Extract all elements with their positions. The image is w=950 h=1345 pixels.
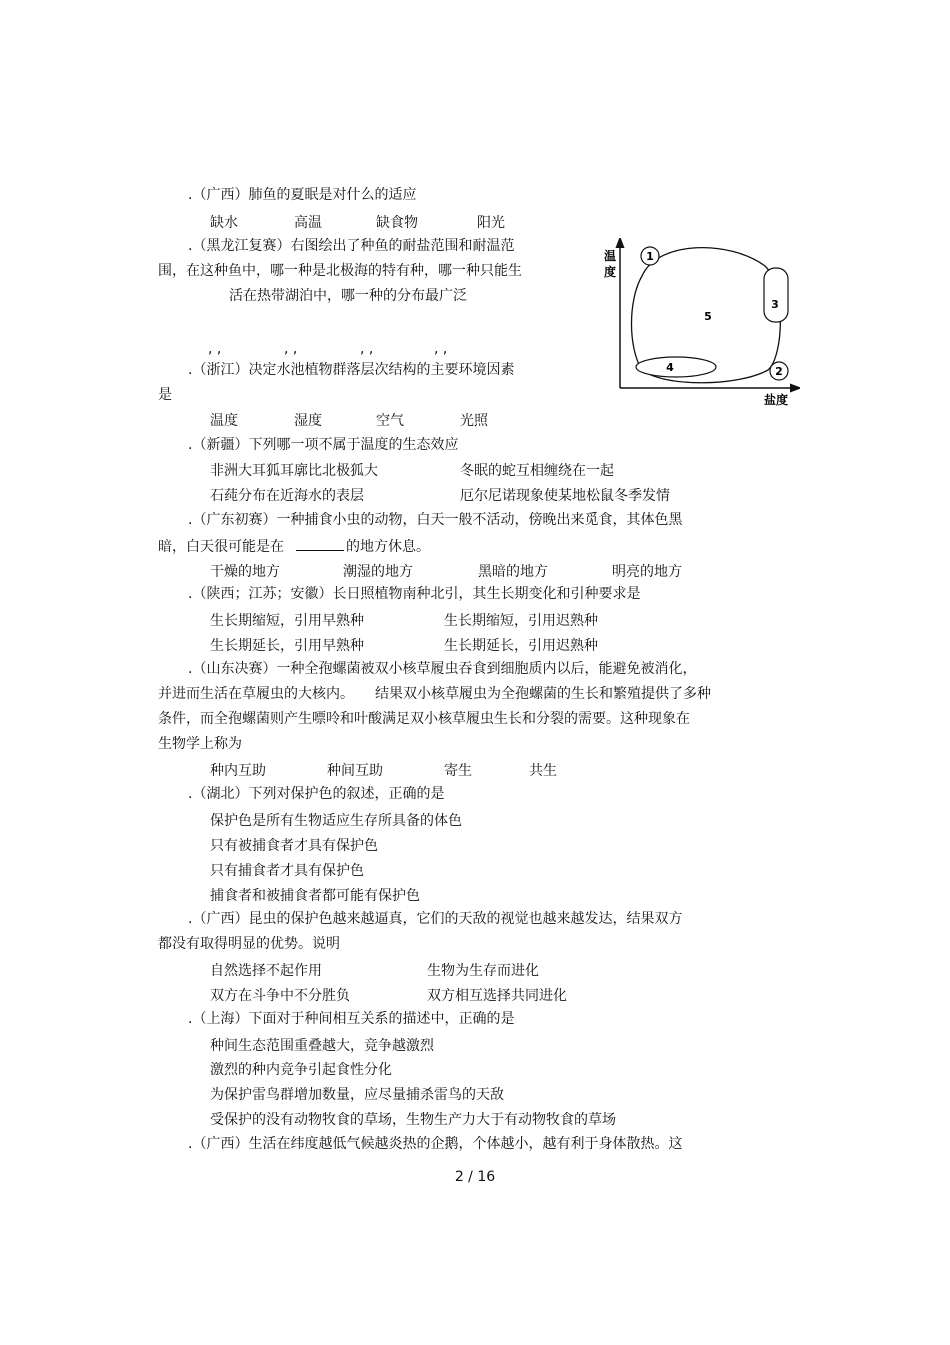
question-6-option-c: 生长期延长，引用早熟种 (210, 638, 364, 654)
question-9-option-b: 生物为生存而进化 (427, 963, 539, 979)
question-10-option-c: 为保护雷鸟群增加数量，应尽量捕杀雷鸟的天敌 (210, 1087, 504, 1103)
question-10-option-b: 激烈的种内竞争引起食性分化 (210, 1062, 392, 1078)
question-10-option-a: 种间生态范围重叠越大，竞争越激烈 (210, 1038, 434, 1054)
question-4-stem: .（新疆）下列哪一项不属于温度的生态效应 (188, 437, 459, 453)
question-9-line-1: .（广西）昆虫的保护色越来越逼真，它们的天敌的视觉也越来越发达，结果双方 (188, 911, 683, 927)
question-8-option-a: 保护色是所有生物适应生存所具备的体色 (210, 813, 462, 829)
question-5-line-1: .（广东初赛）一种捕食小虫的动物，白天一般不活动，傍晚出来觅食，其体色黑 (188, 512, 683, 528)
question-8-option-b: 只有被捕食者才具有保护色 (210, 838, 378, 854)
region-4-shape (636, 357, 716, 377)
question-5-line-2 (158, 536, 430, 556)
question-4-option-d: 厄尔尼诺现象使某地松鼠冬季发情 (460, 488, 670, 504)
question-3-option-c: 空气 (376, 413, 404, 429)
region-2-label: 2 (775, 365, 783, 378)
answer-blank (296, 536, 344, 551)
question-10-option-d: 受保护的没有动物牧食的草场，生物生产力大于有动物牧食的草场 (210, 1112, 616, 1128)
question-3-line-2: 是 (158, 387, 172, 403)
question-1-option-b: 高温 (294, 215, 322, 231)
question-2-line-1: .（黑龙江复赛）右图绘出了种鱼的耐盐范围和耐温范 (188, 238, 515, 254)
question-3-option-d: 光照 (460, 413, 488, 429)
question-4-option-b: 冬眠的蛇互相缠绕在一起 (460, 463, 614, 479)
question-4-option-c: 石莼分布在近海水的表层 (210, 488, 364, 504)
question-10-stem: .（上海）下面对于种间相互关系的描述中，正确的是 (188, 1011, 515, 1027)
page-number: 2 / 16 (454, 1169, 496, 1185)
question-7-line-4: 生物学上称为 (158, 736, 242, 752)
question-2-option-d: , , (434, 341, 448, 357)
question-2-line-2: 围，在这种鱼中，哪一种是北极海的特有种，哪一种只能生 (158, 263, 522, 279)
question-5-option-b: 潮湿的地方 (343, 564, 413, 580)
question-1-stem: .（广西）肺鱼的夏眠是对什么的适应 (188, 187, 417, 203)
question-3-line-1: .（浙江）决定水池植物群落层次结构的主要环境因素 (188, 362, 515, 378)
question-8-stem: .（湖北）下列对保护色的叙述，正确的是 (188, 786, 445, 802)
question-9-option-a: 自然选择不起作用 (210, 963, 322, 979)
question-8-option-c: 只有捕食者才具有保护色 (210, 863, 364, 879)
question-5-option-c: 黑暗的地方 (478, 564, 548, 580)
question-5-option-d: 明亮的地方 (612, 564, 682, 580)
question-6-option-a: 生长期缩短，引用早熟种 (210, 613, 364, 629)
question-3-option-b: 湿度 (294, 413, 322, 429)
tolerance-diagram (600, 238, 800, 410)
question-9-line-2: 都没有取得明显的优势。说明 (158, 936, 340, 952)
y-axis-label-2: 度 (604, 265, 617, 279)
y-axis-label-1: 温 (604, 249, 617, 263)
question-5-option-a: 干燥的地方 (210, 564, 280, 580)
question-1-option-d: 阳光 (477, 215, 505, 231)
question-8-option-d: 捕食者和被捕食者都可能有保护色 (210, 888, 420, 904)
question-2-option-c: , , (360, 341, 374, 357)
question-2-line-3: 活在热带湖泊中，哪一种的分布最广泛 (229, 288, 467, 304)
question-7-option-c: 寄生 (444, 763, 472, 779)
question-6-option-b: 生长期缩短，引用迟熟种 (444, 613, 598, 629)
question-1-option-c: 缺食物 (376, 215, 418, 231)
question-9-option-c: 双方在斗争中不分胜负 (210, 988, 350, 1004)
question-2-option-a: , , (208, 341, 222, 357)
x-axis-label: 盐度 (764, 393, 789, 407)
question-11-stem: .（广西）生活在纬度越低气候越炎热的企鹅，个体越小，越有利于身体散热。这 (188, 1136, 683, 1152)
region-4-label: 4 (666, 361, 674, 374)
question-7-line-2: 并进而生活在草履虫的大核内。 结果双小核草履虫为全孢螺菌的生长和繁殖提供了多种 (158, 686, 711, 702)
question-4-option-a: 非洲大耳狐耳廓比北极狐大 (210, 463, 378, 479)
region-5-label: 5 (704, 310, 712, 323)
question-7-line-1: .（山东决赛）一种全孢螺菌被双小核草履虫吞食到细胞质内以后，能避免被消化， (188, 661, 697, 677)
question-6-stem: .（陕西；江苏；安徽）长日照植物南种北引，其生长期变化和引种要求是 (188, 586, 641, 602)
question-2-option-b: , , (284, 341, 298, 357)
region-3-label: 3 (771, 298, 779, 311)
question-5-line-2-after: 的地方休息。 (346, 539, 430, 555)
question-1-option-a: 缺水 (210, 215, 238, 231)
question-5-line-2-before: 暗，白天很可能是在 (158, 539, 284, 555)
question-7-option-a: 种内互助 (210, 763, 266, 779)
question-7-option-b: 种间互助 (327, 763, 383, 779)
question-9-option-d: 双方相互选择共同进化 (427, 988, 567, 1004)
question-3-option-a: 温度 (210, 413, 238, 429)
region-1-label: 1 (646, 250, 654, 263)
question-7-option-d: 共生 (529, 763, 557, 779)
region-3-shape (764, 268, 788, 322)
question-6-option-d: 生长期延长，引用迟熟种 (444, 638, 598, 654)
question-7-line-3: 条件，而全孢螺菌则产生嘌呤和叶酸满足双小核草履虫生长和分裂的需要。这种现象在 (158, 711, 690, 727)
